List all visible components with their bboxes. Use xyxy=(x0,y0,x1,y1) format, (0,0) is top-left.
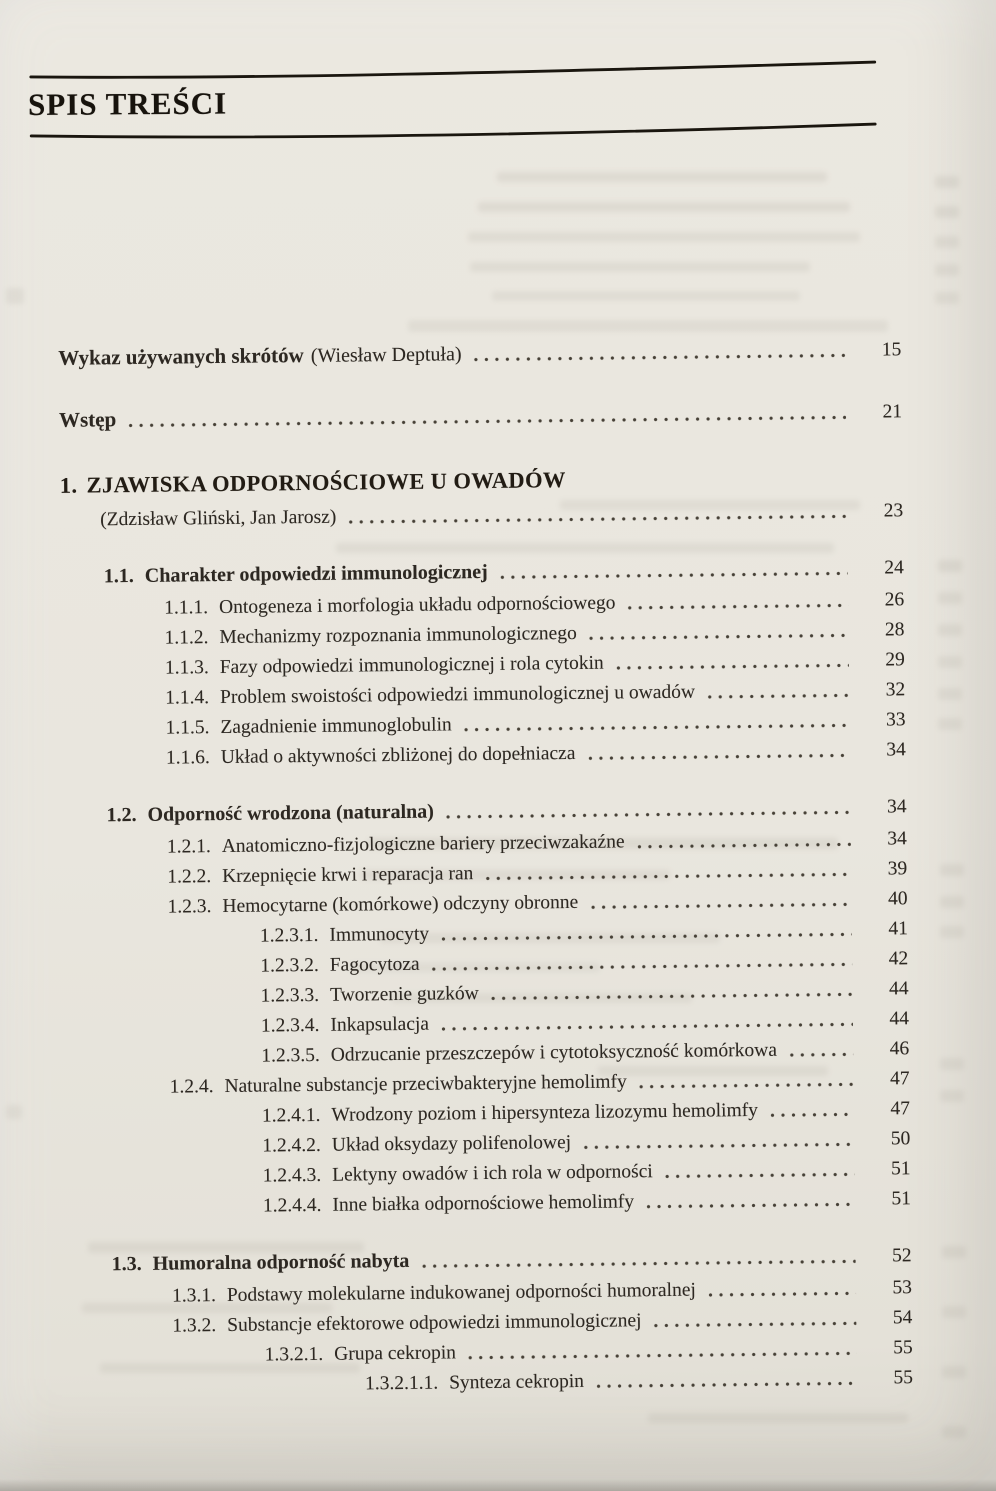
entry-title: Odporność wrodzona (naturalna) xyxy=(147,800,434,826)
ghost-mark xyxy=(938,592,962,604)
entry-number: 1.2.4.2. xyxy=(262,1134,321,1157)
ghost-mark xyxy=(942,1366,966,1378)
entry-title: Mechanizmy rozpoznania immunologicznego xyxy=(219,622,577,649)
dot-leader xyxy=(491,991,853,1002)
page-title: SPIS TREŚCI xyxy=(27,85,228,122)
entry-title: Problem swoistości odpowiedzi immunologicznej u owadów xyxy=(219,681,696,709)
toc-row xyxy=(35,1337,913,1369)
ghost-mark xyxy=(492,291,800,301)
toc-row xyxy=(34,1307,912,1339)
toc-row xyxy=(29,888,907,920)
ghost-mark xyxy=(938,688,962,700)
toc-row xyxy=(26,556,904,589)
dot-leader xyxy=(128,414,846,429)
dot-leader xyxy=(590,901,851,911)
entry-title: Anatomiczno-fizjologiczne bariery przeciwzakaźne xyxy=(221,831,625,858)
page-number: 39 xyxy=(887,858,908,880)
toc-row xyxy=(28,795,906,828)
entry-title: Podstawy molekularne indukowanej odporności humoralnej xyxy=(226,1279,696,1306)
ghost-mark xyxy=(938,560,962,572)
entry-title: Hemocytarne (komórkowe) odczyny obronne xyxy=(222,891,579,917)
toc-row xyxy=(34,1244,912,1277)
page-number: 44 xyxy=(888,978,909,1000)
dot-leader xyxy=(646,1201,855,1210)
entry-number: 1.1.1. xyxy=(164,597,209,619)
page-number: 24 xyxy=(884,557,904,579)
ghost-mark xyxy=(470,262,810,272)
page-number: 40 xyxy=(887,888,908,910)
ghost-mark xyxy=(938,718,962,730)
dot-leader xyxy=(485,871,851,882)
ghost-mark xyxy=(468,232,860,242)
entry-title: Fagocytoza xyxy=(329,953,420,976)
chapter-title: ZJAWISKA ODPORNOŚCIOWE U OWADÓW xyxy=(86,467,566,498)
entry-number: 1.2.3.2. xyxy=(260,954,319,977)
dot-leader xyxy=(468,1350,857,1361)
page-number: 26 xyxy=(884,589,905,611)
entry-number: 1.2.4. xyxy=(169,1076,214,1098)
dot-leader xyxy=(421,1258,855,1270)
ghost-mark xyxy=(6,288,24,304)
entry-title: Humoralna odporność nabyta xyxy=(152,1249,410,1275)
dot-leader xyxy=(596,1380,857,1390)
dot-leader xyxy=(348,513,847,526)
page-number: 34 xyxy=(886,739,906,761)
ghost-mark xyxy=(942,1426,966,1438)
page-number: 55 xyxy=(893,1337,913,1359)
entry-number: 1.2.3. xyxy=(167,896,212,918)
entry-number: 1.3.1. xyxy=(171,1285,216,1307)
page-number: 47 xyxy=(890,1098,911,1120)
entry-number: 1.2.2. xyxy=(167,866,212,888)
entry-title: Synteza cekropin xyxy=(449,1370,585,1394)
entry-number: 1.2. xyxy=(106,803,137,827)
toc-row xyxy=(27,679,905,711)
entry-number: 1.2.3.4. xyxy=(260,1014,320,1037)
page-number: 23 xyxy=(883,500,904,522)
entry-title: Lektyny owadów i ich rola w odporności xyxy=(332,1161,653,1186)
entry-title: Fazy odpowiedzi immunologicznej i rola cytokin xyxy=(219,652,604,679)
dot-leader xyxy=(639,1081,854,1090)
dot-leader xyxy=(627,602,848,612)
ghost-mark xyxy=(478,202,850,212)
ghost-mark xyxy=(935,264,959,276)
entry-title: Tworzenie guzków xyxy=(329,983,479,1006)
dot-leader xyxy=(500,570,848,581)
entry-title: Układ oksydazy polifenolowej xyxy=(331,1132,572,1156)
entry-title: Inne białka odpornościowe hemolimfy xyxy=(332,1191,635,1216)
entry-number: 1.2.3.5. xyxy=(261,1044,320,1067)
toc-row xyxy=(27,709,905,741)
page-number: 52 xyxy=(891,1245,912,1267)
toc-row xyxy=(30,918,908,950)
dot-leader xyxy=(708,1290,856,1299)
ghost-mark xyxy=(938,624,962,636)
page-header xyxy=(25,58,882,143)
ghost-mark xyxy=(942,1246,966,1258)
entry-number: 1.2.4.1. xyxy=(261,1104,321,1127)
entry-number: 1.2.4.3. xyxy=(262,1164,322,1187)
page-number: 15 xyxy=(881,339,902,361)
page-number: 55 xyxy=(893,1367,914,1389)
dot-leader xyxy=(665,1171,855,1180)
toc-row xyxy=(27,649,905,681)
ghost-mark xyxy=(940,1058,964,1070)
ghost-mark xyxy=(935,176,959,188)
entry-title: Układ o aktywności zbliżonej do dopełniacza xyxy=(220,742,576,769)
page-number: 54 xyxy=(892,1307,913,1329)
entry-title: Krzepnięcie krwi i reparacja ran xyxy=(222,863,474,887)
dot-leader xyxy=(770,1111,854,1119)
entry-title: Odrzucanie przeszczepów i cytotoksyczność komórkowa xyxy=(330,1039,778,1066)
dot-leader xyxy=(474,352,846,363)
entry-number: 1.1. xyxy=(103,564,134,588)
dot-leader xyxy=(653,1320,856,1329)
ghost-mark xyxy=(408,320,888,332)
entry-number: 1.1.6. xyxy=(165,747,210,769)
entry-title: Substancje efektorowe odpowiedzi immunologicznej xyxy=(227,1310,642,1336)
entry-number: 1.1.3. xyxy=(164,657,209,679)
toc-row xyxy=(31,1038,909,1070)
table-of-contents xyxy=(23,337,913,1399)
page-number: 51 xyxy=(890,1158,911,1180)
page-number: 32 xyxy=(885,679,906,701)
page-number: 41 xyxy=(888,918,909,940)
toc-row xyxy=(26,619,904,651)
dot-leader xyxy=(464,722,850,733)
page-number: 28 xyxy=(884,619,905,641)
entry-title: Ontogeneza i morfologia układu odpornościowego xyxy=(218,592,616,619)
toc-row xyxy=(28,739,906,771)
page-number: 46 xyxy=(889,1038,910,1060)
page-number: 50 xyxy=(890,1128,911,1150)
entry-title: Zagadnienie immunoglobulin xyxy=(220,714,452,739)
entry-number: 1.3.2. xyxy=(172,1315,217,1337)
page-number: 53 xyxy=(892,1277,913,1299)
toc-chapter-entry xyxy=(25,463,904,532)
ghost-mark xyxy=(942,1306,966,1318)
entry-number: 1.1.5. xyxy=(165,717,210,739)
dot-leader xyxy=(441,931,852,943)
dot-leader xyxy=(616,662,849,672)
page-number: 42 xyxy=(888,948,909,970)
page-number: 34 xyxy=(887,828,907,850)
entry-author: (Wiesław Deptuła) xyxy=(310,343,462,367)
entry-title: Wrodzony poziom i hipersynteza lizozymu hemolimfy xyxy=(331,1099,759,1126)
toc-row xyxy=(32,1068,910,1100)
page-number: 29 xyxy=(885,649,905,671)
entry-title: Grupa cekropin xyxy=(334,1342,457,1365)
toc-row xyxy=(32,1128,910,1160)
dot-leader xyxy=(441,1021,853,1033)
chapter-heading xyxy=(60,463,903,499)
dot-leader xyxy=(637,841,851,850)
ghost-mark xyxy=(940,926,964,938)
ghost-mark xyxy=(940,864,964,876)
dot-leader xyxy=(589,632,849,642)
toc-row xyxy=(34,1277,912,1309)
entry-number: 1.3.2.1. xyxy=(264,1343,324,1366)
chapter-authors: (Zdzisław Gliński, Jan Jarosz) xyxy=(100,506,337,531)
dot-leader xyxy=(707,692,849,701)
entry-number: 1.3.2.1.1. xyxy=(364,1372,439,1395)
entry-number: 1.2.1. xyxy=(166,836,211,858)
entry-number: 1.2.3.1. xyxy=(259,924,319,947)
dot-leader xyxy=(789,1051,853,1059)
entry-number: 1.1.2. xyxy=(164,627,209,649)
toc-row xyxy=(32,1098,910,1130)
ghost-mark xyxy=(935,206,959,218)
entry-number: 1.3. xyxy=(111,1252,142,1276)
page-number: 33 xyxy=(885,709,906,731)
entry-title: Wykaz używanych skrótów xyxy=(58,343,304,370)
toc-row xyxy=(26,589,904,621)
toc-row xyxy=(31,1008,909,1040)
toc-row xyxy=(24,399,902,433)
toc-row xyxy=(33,1188,911,1220)
ghost-mark xyxy=(6,1105,22,1119)
toc-row xyxy=(33,1158,911,1190)
ghost-mark xyxy=(940,1090,964,1102)
toc-row xyxy=(30,948,908,980)
page-number: 44 xyxy=(889,1008,910,1030)
ghost-mark xyxy=(938,656,962,668)
page-number: 21 xyxy=(882,401,903,423)
ghost-mark xyxy=(935,236,959,248)
entry-number: 1.2.3.3. xyxy=(260,984,320,1007)
chapter-authors-line xyxy=(60,500,903,532)
entry-title: Charakter odpowiedzi immunologicznej xyxy=(144,560,488,587)
entry-number: 1.2.4.4. xyxy=(262,1194,322,1217)
ghost-mark xyxy=(935,292,959,304)
page-number: 51 xyxy=(891,1188,912,1210)
chapter-number: 1. xyxy=(59,472,78,498)
entry-title: Inkapsulacja xyxy=(330,1013,430,1036)
toc-row xyxy=(29,858,907,890)
entry-title: Immunocyty xyxy=(329,923,430,946)
dot-leader xyxy=(583,1141,854,1151)
dot-leader xyxy=(587,752,850,762)
toc-row xyxy=(29,828,907,860)
entry-number: 1.1.4. xyxy=(165,687,210,709)
dot-leader xyxy=(432,961,853,973)
page-number: 34 xyxy=(886,796,907,818)
toc-row xyxy=(31,978,909,1010)
ghost-mark xyxy=(940,896,964,908)
entry-title: Naturalne substancje przeciwbakteryjne hemolimfy xyxy=(224,1071,627,1097)
dot-leader xyxy=(446,809,851,821)
ghost-mark xyxy=(648,1413,908,1423)
entry-title: Wstęp xyxy=(58,407,117,432)
page-number: 47 xyxy=(889,1068,910,1090)
ghost-mark xyxy=(497,172,827,182)
